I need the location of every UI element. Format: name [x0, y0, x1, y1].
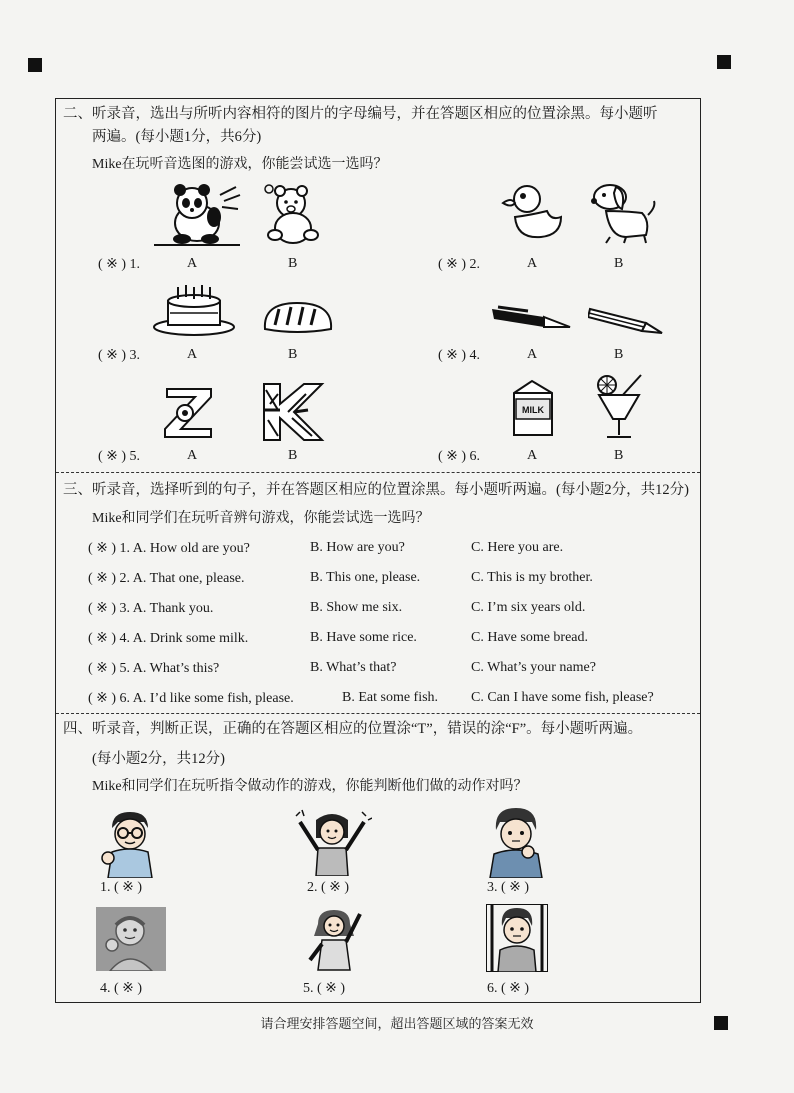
- question-5-option-a[interactable]: A: [187, 448, 198, 463]
- s3-question-5-option-b[interactable]: B. What’s that?: [310, 660, 397, 675]
- section-2-intro: Mike在玩听音选图的游戏，你能尝试选一选吗？: [92, 157, 388, 172]
- question-4-number: ( ※ ) 4.: [438, 348, 481, 363]
- s3-question-1-option-b[interactable]: B. How are you?: [310, 540, 405, 555]
- registration-mark-top-left: [28, 58, 42, 72]
- question-3-number: ( ※ ) 3.: [98, 348, 141, 363]
- boy-thinking-icon: [484, 806, 546, 878]
- s4-question-6-label[interactable]: 6. ( ※ ): [487, 981, 530, 996]
- section-3-intro: Mike和同学们在玩听音辨句游戏，你能尝试选一选吗？: [92, 511, 430, 526]
- s3-question-4-option-c[interactable]: C. Have some bread.: [471, 630, 589, 645]
- letter-k-icon: [258, 380, 328, 444]
- s3-question-6-option-a[interactable]: ( ※ ) 6. A. I’d like some fish, please.: [88, 691, 294, 706]
- s3-question-4-option-b[interactable]: B. Have some rice.: [310, 630, 417, 645]
- s3-question-1-option-a[interactable]: ( ※ ) 1. A. How old are you?: [88, 541, 250, 556]
- s3-question-3-option-b[interactable]: B. Show me six.: [310, 600, 403, 615]
- s4-question-3-label[interactable]: 3. ( ※ ): [487, 880, 530, 895]
- question-3-option-a[interactable]: A: [187, 347, 198, 362]
- teddy-bear-icon: [261, 183, 331, 245]
- birthday-cake-icon: [152, 283, 236, 337]
- fountain-pen-icon: [488, 301, 574, 335]
- pencil-icon: [588, 305, 664, 335]
- section-4-intro: Mike和同学们在玩听指令做动作的游戏，你能判断他们做的动作对吗？: [92, 779, 528, 794]
- registration-mark-top-right: [717, 55, 731, 69]
- question-2-option-a[interactable]: A: [527, 256, 538, 271]
- s4-question-1-label[interactable]: 1. ( ※ ): [100, 880, 143, 895]
- question-5-number: ( ※ ) 5.: [98, 449, 141, 464]
- s3-question-3-option-c[interactable]: C. I’m six years old.: [471, 600, 586, 615]
- letter-z-icon: [159, 383, 219, 443]
- question-6-option-a[interactable]: A: [527, 448, 538, 463]
- question-1-option-b[interactable]: B: [288, 256, 298, 271]
- panda-icon: [152, 181, 242, 247]
- s4-question-5-label[interactable]: 5. ( ※ ): [303, 981, 346, 996]
- boy-door-icon: [486, 904, 548, 972]
- question-4-option-b[interactable]: B: [614, 347, 624, 362]
- s3-question-6-option-b[interactable]: B. Eat some fish.: [342, 690, 439, 705]
- s3-question-4-option-a[interactable]: ( ※ ) 4. A. Drink some milk.: [88, 631, 249, 646]
- girl-pointing-icon: [308, 908, 364, 972]
- answer-area-frame: [55, 98, 701, 1003]
- s3-question-2-option-b[interactable]: B. This one, please.: [310, 570, 421, 585]
- section-3-heading: 三、听录音，选择听到的句子，并在答题区相应的位置涂黑。每小题听两遍。(每小题2分，共12分): [63, 482, 689, 498]
- question-6-option-b[interactable]: B: [614, 448, 624, 463]
- s3-question-3-option-a[interactable]: ( ※ ) 3. A. Thank you.: [88, 601, 214, 616]
- juice-glass-icon: [591, 371, 649, 441]
- section-4: [56, 713, 700, 1003]
- s3-question-5-option-c[interactable]: C. What’s your name?: [471, 660, 596, 675]
- s3-question-5-option-a[interactable]: ( ※ ) 5. A. What’s this?: [88, 661, 220, 676]
- question-1-number: ( ※ ) 1.: [98, 257, 141, 272]
- page-footer-note: 请合理安排答题空间，超出答题区域的答案无效: [260, 1017, 534, 1032]
- duck-icon: [501, 181, 565, 241]
- milk-carton-icon: [508, 377, 558, 437]
- section-4-heading-line1: 四、听录音，判断正误，正确的在答题区相应的位置涂“T”，错误的涂“F”。每小题听两遍。: [63, 721, 643, 737]
- question-3-option-b[interactable]: B: [288, 347, 298, 362]
- section-2-heading-line2: 两遍。(每小题1分，共6分): [92, 129, 262, 145]
- boy-glasses-icon: [98, 808, 158, 878]
- s4-question-2-label[interactable]: 2. ( ※ ): [307, 880, 350, 895]
- boy-photo-icon: [96, 907, 166, 971]
- section-2: [56, 99, 700, 472]
- dog-icon: [586, 181, 658, 245]
- s3-question-6-option-c[interactable]: C. Can I have some fish, please?: [471, 690, 654, 705]
- section-2-heading-line1: 二、听录音，选出与所听内容相符的图片的字母编号，并在答题区相应的位置涂黑。每小题听: [63, 106, 658, 122]
- question-2-option-b[interactable]: B: [614, 256, 624, 271]
- question-5-option-b[interactable]: B: [288, 448, 298, 463]
- question-6-number: ( ※ ) 6.: [438, 449, 481, 464]
- bread-icon: [261, 299, 335, 337]
- girl-waving-icon: [292, 808, 372, 876]
- question-4-option-a[interactable]: A: [527, 347, 538, 362]
- question-2-number: ( ※ ) 2.: [438, 257, 481, 272]
- s3-question-2-option-a[interactable]: ( ※ ) 2. A. That one, please.: [88, 571, 245, 586]
- s3-question-1-option-c[interactable]: C. Here you are.: [471, 540, 564, 555]
- question-1-option-a[interactable]: A: [187, 256, 198, 271]
- section-3: [56, 472, 700, 714]
- s3-question-2-option-c[interactable]: C. This is my brother.: [471, 570, 593, 585]
- milk-carton-text: MILK: [522, 405, 544, 415]
- s4-question-4-label[interactable]: 4. ( ※ ): [100, 981, 143, 996]
- section-4-heading-line2: (每小题2分，共12分): [92, 751, 225, 767]
